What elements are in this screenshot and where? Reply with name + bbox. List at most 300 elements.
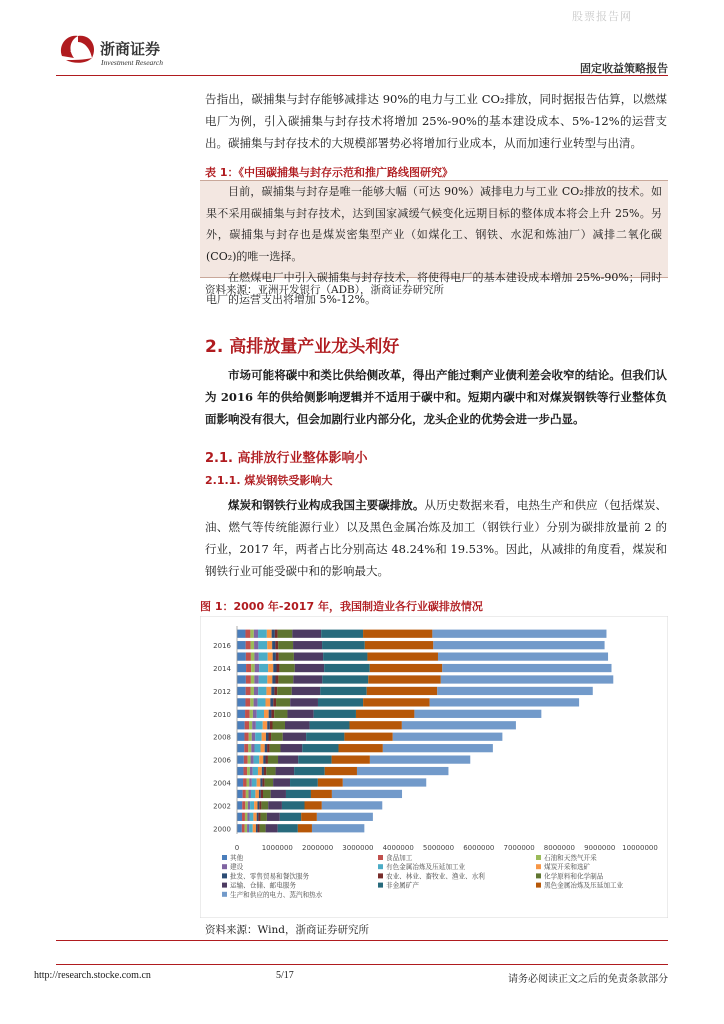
bar-segment <box>259 652 268 660</box>
bar-segment <box>237 721 245 729</box>
bar-segment <box>275 675 278 683</box>
bar-segment <box>343 778 426 786</box>
bar-segment <box>256 824 258 832</box>
bar-segment <box>283 733 306 741</box>
bar-segment <box>267 641 272 649</box>
bar-segment <box>242 813 245 821</box>
legend-swatch <box>222 892 227 897</box>
bar-segment <box>251 641 254 649</box>
x-tick-label: 5000000 <box>422 844 455 852</box>
bar-segment <box>292 630 321 638</box>
footer-url[interactable]: http://research.stocke.com.cn <box>34 970 151 981</box>
bar-segment <box>248 755 251 763</box>
bar-segment <box>251 687 254 695</box>
brand-tagline: Investment Research <box>101 58 163 67</box>
bar-segment <box>245 801 248 809</box>
brand-name: 浙商证券 <box>100 40 161 58</box>
emissions-stacked-bar-chart <box>200 616 668 918</box>
y-tick-label: 2006 <box>213 756 231 765</box>
bar-segment <box>273 652 276 660</box>
legend-label: 有色金属冶炼及压延加工业 <box>386 863 466 872</box>
bar-segment <box>250 710 253 718</box>
bar-segment <box>251 652 255 660</box>
bar-segment <box>383 744 493 752</box>
bar-segment <box>264 710 269 718</box>
bar-segment <box>357 767 448 775</box>
bar-segment <box>318 778 343 786</box>
x-tick-label: 7000000 <box>503 844 535 852</box>
bar-segment <box>249 778 252 786</box>
bar-segment <box>261 801 268 809</box>
bar-segment <box>267 721 270 729</box>
bar-segment <box>250 698 253 706</box>
legend-swatch <box>222 873 227 878</box>
bar-segment <box>414 710 541 718</box>
y-tick-label: 2004 <box>213 779 231 788</box>
box-title: 表 1：《中国碳捕集与封存示范和推广路线图研究》 <box>205 166 453 179</box>
bar-segment <box>273 664 276 672</box>
bar-segment <box>246 675 251 683</box>
bar-segment <box>298 824 312 832</box>
bar-segment <box>290 778 318 786</box>
bar-segment <box>273 721 285 729</box>
legend-swatch <box>378 883 383 888</box>
bar-segment <box>292 687 321 695</box>
bar-segment <box>252 778 257 786</box>
bar-segment <box>246 687 251 695</box>
bar-segment <box>246 652 251 660</box>
bar-segment <box>278 641 293 649</box>
bar-segment <box>258 824 260 832</box>
legend-label: 石油和天然气开采 <box>544 854 597 862</box>
bar-segment <box>255 664 259 672</box>
bar-segment <box>332 755 370 763</box>
bar-segment <box>267 630 272 638</box>
x-tick-label: 3000000 <box>342 844 374 852</box>
bar-segment <box>276 767 295 775</box>
legend-label: 运输、仓储、邮电服务 <box>230 881 296 890</box>
bar-segment <box>245 721 249 729</box>
x-tick-label: 9000000 <box>584 844 616 852</box>
bar-segment <box>275 641 278 649</box>
bar-segment <box>248 801 250 809</box>
bar-segment <box>363 698 429 706</box>
bar-segment <box>266 687 271 695</box>
bar-segment <box>256 721 263 729</box>
bar-segment <box>253 824 256 832</box>
x-tick-label: 2000000 <box>302 844 334 852</box>
disclaimer-note: 请务必阅读正文之后的免责条款部分 <box>508 974 668 985</box>
chart-source-note: 资料来源：Wind，浙商证券研究所 <box>205 924 369 936</box>
y-tick-label: 2014 <box>213 665 231 674</box>
bar-segment <box>273 698 276 706</box>
bar-segment <box>242 801 245 809</box>
bar-segment <box>314 710 356 718</box>
bar-segment <box>306 733 344 741</box>
bar-segment <box>266 824 278 832</box>
y-tick-label: 2016 <box>213 642 231 651</box>
bar-segment <box>269 710 272 718</box>
bar-segment <box>247 767 250 775</box>
bar-segment <box>302 744 338 752</box>
bar-segment <box>251 664 255 672</box>
bar-segment <box>254 755 260 763</box>
bar-segment <box>246 778 249 786</box>
legend-label: 其他 <box>230 854 244 862</box>
broker-logo-icon <box>56 30 100 66</box>
bar-segment <box>266 733 269 741</box>
legend-swatch <box>222 855 227 860</box>
bar-segment <box>322 675 368 683</box>
x-tick-label: 6000000 <box>463 844 495 852</box>
legend-swatch <box>378 873 383 878</box>
bar-segment <box>237 675 246 683</box>
bar-segment <box>258 641 267 649</box>
bar-segment <box>278 755 298 763</box>
bar-segment <box>356 710 414 718</box>
bar-segment <box>321 630 363 638</box>
legend-label: 生产和供应的电力、蒸汽和热水 <box>230 890 323 899</box>
bar-segment <box>442 664 611 672</box>
figure-title: 图 1：2000 年-2017 年，我国制造业各行业碳排放情况 <box>200 600 483 613</box>
bar-segment <box>263 721 268 729</box>
bar-segment <box>254 687 258 695</box>
bar-segment <box>258 813 260 821</box>
bar-segment <box>260 824 266 832</box>
bar-segment <box>310 721 350 729</box>
bar-segment <box>273 778 290 786</box>
bar-segment <box>275 630 278 638</box>
bar-segment <box>270 698 273 706</box>
bar-segment <box>318 698 363 706</box>
bar-segment <box>267 744 270 752</box>
bar-segment <box>262 733 266 741</box>
bar-segment <box>265 698 270 706</box>
bar-segment <box>251 675 254 683</box>
bar-segment <box>245 698 250 706</box>
bar-segment <box>253 767 258 775</box>
report-type: 固定收益策略报告 <box>580 62 668 75</box>
bar-segment <box>257 710 264 718</box>
bar-segment <box>265 744 267 752</box>
bar-segment <box>237 767 243 775</box>
bar-segment <box>252 721 256 729</box>
bar-segment <box>368 675 441 683</box>
bar-segment <box>322 641 365 649</box>
bar-segment <box>349 721 401 729</box>
footer-rule <box>56 964 668 965</box>
bar-segment <box>286 790 311 798</box>
bar-segment <box>323 652 367 660</box>
bar-segment <box>285 721 310 729</box>
bar-segment <box>237 641 246 649</box>
body-paragraph-lead: 煤炭和钢铁行业构成我国主要碳排放。 <box>228 498 425 512</box>
bar-segment <box>247 824 249 832</box>
intro-paragraph: 告指出，碳捕集与封存能够减排达 90%的电力与工业 CO₂排放，同时据报告估算，以燃煤电厂为例，引入碳捕集与封存技术将增加 25%-90%的基本建设成本、5%-12%的运营支出。碳捕集与封存技术的大规模部署势必将增加行业成本，从而加速行业转型与出清。 <box>205 92 667 150</box>
legend-label: 建设 <box>230 863 244 872</box>
bar-segment <box>433 641 604 649</box>
bar-segment <box>258 801 260 809</box>
legend-swatch <box>536 864 541 869</box>
bar-segment <box>312 824 364 832</box>
bar-segment <box>254 652 258 660</box>
legend-swatch <box>378 864 383 869</box>
legend-label: 农业、林业、畜牧业、渔业、水利 <box>386 872 485 881</box>
bar-segment <box>258 767 262 775</box>
bar-segment <box>268 755 278 763</box>
bar-segment <box>254 641 258 649</box>
bar-segment <box>277 687 292 695</box>
bar-segment <box>280 744 302 752</box>
bar-segment <box>438 652 608 660</box>
bar-segment <box>247 813 249 821</box>
y-tick-label: 2012 <box>213 687 231 696</box>
bar-segment <box>280 813 301 821</box>
bar-segment <box>311 790 332 798</box>
bar-segment <box>367 687 438 695</box>
bar-segment <box>276 664 279 672</box>
bar-segment <box>441 675 613 683</box>
source-note: 资料来源：亚洲开发银行（ADB），浙商证券研究所 <box>205 284 444 296</box>
bar-segment <box>249 721 252 729</box>
bar-segment <box>271 710 274 718</box>
bar-segment <box>261 790 263 798</box>
legend-label: 非金属矿产 <box>386 881 419 890</box>
bar-segment <box>272 675 275 683</box>
bar-segment <box>250 767 253 775</box>
bar-segment <box>344 733 392 741</box>
bar-segment <box>260 813 266 821</box>
bar-segment <box>266 767 275 775</box>
bar-segment <box>278 675 293 683</box>
bar-segment <box>253 710 257 718</box>
bar-segment <box>282 801 305 809</box>
subsubsection-heading: 2.1.1. 煤炭钢铁受影响大 <box>205 474 333 487</box>
bar-segment <box>287 710 313 718</box>
bar-segment <box>279 664 294 672</box>
legend-swatch <box>536 855 541 860</box>
bar-segment <box>259 755 263 763</box>
bar-segment <box>245 813 248 821</box>
bar-segment <box>432 630 606 638</box>
bar-segment <box>242 824 245 832</box>
bar-segment <box>294 652 323 660</box>
bar-segment <box>249 733 252 741</box>
x-tick-label: 8000000 <box>543 844 575 852</box>
bar-segment <box>237 630 245 638</box>
body-paragraph <box>205 494 667 582</box>
bar-segment <box>249 790 251 798</box>
bar-segment <box>237 813 242 821</box>
bar-segment <box>295 664 324 672</box>
footer-top-rule <box>56 940 668 941</box>
bar-segment <box>317 813 373 821</box>
bar-segment <box>271 790 286 798</box>
bar-segment <box>279 652 294 660</box>
bar-segment <box>249 824 253 832</box>
legend-swatch <box>536 883 541 888</box>
bar-segment <box>243 778 246 786</box>
bar-segment <box>393 733 503 741</box>
bar-segment <box>259 790 261 798</box>
y-tick-label: 2000 <box>213 825 231 834</box>
header-rule <box>56 75 668 76</box>
bar-segment <box>244 733 248 741</box>
bar-segment <box>259 675 268 683</box>
page-number: 5/17 <box>276 970 294 981</box>
bar-segment <box>237 755 244 763</box>
bar-segment <box>267 675 272 683</box>
bar-segment <box>268 733 271 741</box>
bar-segment <box>237 778 243 786</box>
bar-segment <box>332 790 402 798</box>
bar-segment <box>274 687 277 695</box>
bar-segment <box>254 744 260 752</box>
bar-segment <box>268 664 273 672</box>
bar-segment <box>367 652 438 660</box>
bar-segment <box>245 710 250 718</box>
bar-segment <box>237 744 244 752</box>
bar-segment <box>237 652 246 660</box>
bar-segment <box>243 767 247 775</box>
bar-segment <box>250 801 254 809</box>
bar-segment <box>237 824 242 832</box>
x-tick-label: 4000000 <box>382 844 414 852</box>
section-lead: 市场可能将碳中和类比供给侧改革，得出产能过剩产业债利差会收窄的结论。但我们认为 2016 年的供给侧影响逻辑并不适用于碳中和。短期内碳中和对煤炭钢铁等行业整体负面影响没有很大，但会加剧行业内部分化，龙头企业的优势会进一步凸显。 <box>205 368 667 426</box>
bar-segment <box>430 698 580 706</box>
legend-swatch <box>378 855 383 860</box>
bar-segment <box>255 733 261 741</box>
bar-segment <box>250 630 253 638</box>
bar-segment <box>260 778 262 786</box>
bar-segment <box>272 630 275 638</box>
bar-segment <box>245 630 250 638</box>
bar-segment <box>267 813 280 821</box>
bar-segment <box>237 801 242 809</box>
bar-segment <box>278 630 293 638</box>
bar-segment <box>237 687 246 695</box>
bar-segment <box>243 790 246 798</box>
legend-label: 化学原料和化学制品 <box>544 872 604 881</box>
bar-segment <box>257 778 261 786</box>
legend-label: 黑色金属冶炼及压延加工业 <box>544 881 624 890</box>
bar-segment <box>370 755 470 763</box>
bar-segment <box>262 767 264 775</box>
bar-segment <box>246 641 251 649</box>
watermark: 股票报告网 <box>572 10 632 23</box>
bar-segment <box>254 801 257 809</box>
bar-segment <box>268 652 273 660</box>
bar-segment <box>250 813 254 821</box>
bar-segment <box>263 790 271 798</box>
bar-segment <box>262 778 264 786</box>
bar-segment <box>253 813 256 821</box>
legend-swatch <box>222 883 227 888</box>
bar-segment <box>259 801 261 809</box>
x-tick-label: 0 <box>234 844 240 852</box>
legend-swatch <box>222 864 227 869</box>
section-heading: 2. 高排放量产业龙头利好 <box>205 337 400 357</box>
bar-segment <box>271 733 283 741</box>
bar-segment <box>276 698 290 706</box>
bar-segment <box>251 755 254 763</box>
legend-label: 批发、零售贸易和餐饮服务 <box>230 872 310 881</box>
legend-swatch <box>536 873 541 878</box>
bar-segment <box>370 664 443 672</box>
bar-segment <box>259 664 268 672</box>
bar-segment <box>237 664 246 672</box>
bar-segment <box>246 664 251 672</box>
bar-segment <box>402 721 516 729</box>
bar-segment <box>276 652 279 660</box>
bar-segment <box>258 698 266 706</box>
bar-segment <box>254 630 258 638</box>
bar-segment <box>251 744 254 752</box>
bar-segment <box>254 698 258 706</box>
bar-segment <box>322 801 382 809</box>
body-paragraph-rest: 从历史数据来看，电热生产和供应（包括煤炭、油、燃气等传统能源行业）以及黑色金属冶炼及加工（钢铁行业）分别为碳排放量前 2 的行业，2017 年，两者占比分别高达 48.24%和 19.53%。因此，从减排的角度看，煤炭和钢铁行业可能受碳中和的影响最大。 <box>205 498 668 578</box>
bar-segment <box>268 801 282 809</box>
box-paragraph-1: 目前，碳捕集与封存是唯一能够大幅（可达 90%）减排电力与工业 CO₂排放的技术。如果不采用碳捕集与封存技术，达到国家减缓气候变化远期目标的整体成本将会上升 25%。另外，碳捕集与封存也是煤炭密集型产业（如煤化工、钢铁、水泥和炼油厂）减排二氧化碳(CO₂)的唯一选择。 <box>206 185 662 263</box>
bar-segment <box>294 767 325 775</box>
legend-label: 食品加工 <box>386 854 413 862</box>
bar-segment <box>254 675 258 683</box>
bar-segment <box>270 744 281 752</box>
bar-segment <box>293 641 322 649</box>
bar-segment <box>320 687 366 695</box>
bar-segment <box>246 790 249 798</box>
bar-segment <box>270 721 273 729</box>
bar-segment <box>265 778 273 786</box>
bar-segment <box>257 813 259 821</box>
bar-segment <box>251 790 255 798</box>
x-tick-label: 10000000 <box>622 844 658 852</box>
bar-segment <box>305 801 322 809</box>
bar-segment <box>272 641 275 649</box>
bar-segment <box>237 710 245 718</box>
bar-segment <box>271 687 274 695</box>
subsection-heading: 2.1. 高排放行业整体影响小 <box>205 451 368 466</box>
bar-segment <box>325 767 357 775</box>
bar-segment <box>261 744 265 752</box>
bar-segment <box>248 744 251 752</box>
legend-label: 煤炭开采和选矿 <box>544 863 591 872</box>
bar-segment <box>237 698 245 706</box>
bar-segment <box>298 755 331 763</box>
bar-segment <box>437 687 593 695</box>
bar-segment <box>245 824 247 832</box>
x-tick-label: 1000000 <box>261 844 293 852</box>
bar-segment <box>274 710 287 718</box>
bar-segment <box>255 790 259 798</box>
bar-segment <box>258 630 267 638</box>
bar-segment <box>244 744 248 752</box>
bar-segment <box>324 664 370 672</box>
bar-segment <box>244 755 248 763</box>
bar-segment <box>293 675 322 683</box>
bar-segment <box>237 790 243 798</box>
bar-segment <box>365 641 434 649</box>
bar-segment <box>258 687 266 695</box>
y-tick-label: 2008 <box>213 733 231 742</box>
box-paragraph-2: 在燃煤电厂中引入碳捕集与封存技术，将使得电厂的基本建设成本增加 25%-90%；同时电厂的运营支出将增加 5%-12%。 <box>206 271 662 306</box>
bar-segment <box>237 733 244 741</box>
bar-segment <box>339 744 383 752</box>
bar-segment <box>363 630 432 638</box>
y-tick-label: 2010 <box>213 710 231 719</box>
bar-segment <box>290 698 318 706</box>
bar-segment <box>278 824 298 832</box>
